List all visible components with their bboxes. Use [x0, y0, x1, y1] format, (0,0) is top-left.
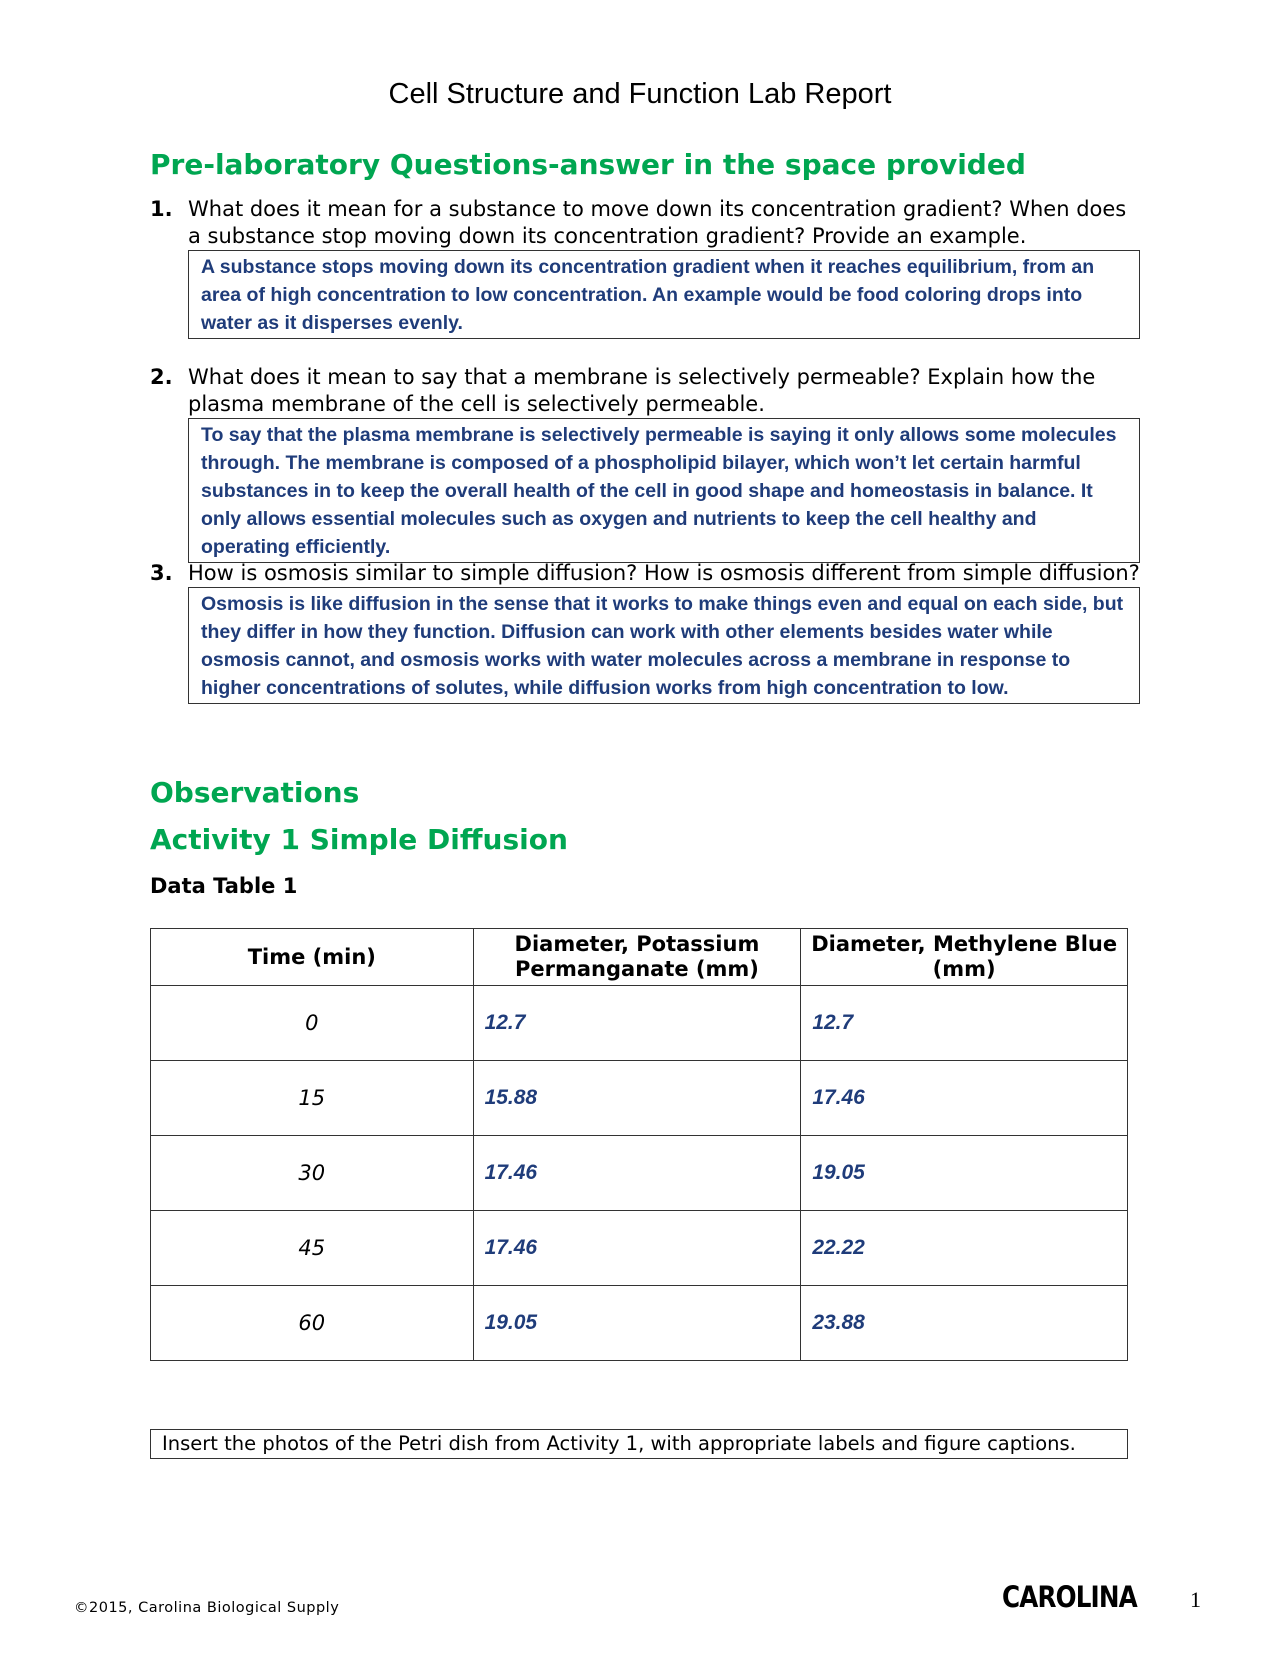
question-text: What does it mean to say that a membrane is selectively permeable? Explain how the plasma membrane of the cell is selectively permeable.: [188, 365, 1096, 416]
page-number: 1: [1190, 1587, 1201, 1612]
potassium-cell[interactable]: 15.88: [473, 1061, 801, 1136]
methylene-cell[interactable]: 23.88: [801, 1286, 1128, 1361]
time-cell: 45: [151, 1211, 474, 1286]
potassium-cell[interactable]: 12.7: [473, 986, 801, 1061]
question-2: [150, 364, 1140, 563]
question-1: [150, 196, 1140, 339]
table-row: [151, 1211, 1128, 1286]
header-methylene-blue: Diameter, Methylene Blue (mm): [801, 929, 1128, 986]
answer-box[interactable]: To say that the plasma membrane is selectively permeable is saying it only allows some molecules through. The membrane is composed of a phospholipid bilayer, which won’t let certain harmful substances in to keep the overall health of the cell in good shape and homeostasis in balance. It only allows essential molecules such as oxygen and nutrients to keep the cell healthy and operating efficiently.: [188, 418, 1140, 563]
observations-heading: Observations: [150, 776, 360, 809]
header-potassium-permanganate: Diameter, Potassium Permanganate (mm): [473, 929, 801, 986]
methylene-cell[interactable]: 22.22: [801, 1211, 1128, 1286]
header-time: Time (min): [151, 929, 474, 986]
table-row: [151, 1061, 1128, 1136]
time-cell: 60: [151, 1286, 474, 1361]
methylene-cell[interactable]: 12.7: [801, 986, 1128, 1061]
time-cell: 15: [151, 1061, 474, 1136]
table-row: [151, 1286, 1128, 1361]
carolina-logo: CAROLINA: [1002, 1580, 1137, 1614]
table-header-row: [151, 929, 1128, 986]
answer-box[interactable]: A substance stops moving down its concentration gradient when it reaches equilibrium, from an area of high concentration to low concentration. An example would be food coloring drops into water as it disperses evenly.: [188, 250, 1140, 339]
question-number: 3.: [150, 561, 173, 585]
time-cell: 0: [151, 986, 474, 1061]
question-text: What does it mean for a substance to move down its concentration gradient? When does a substance stop moving down its concentration gradient? Provide an example.: [188, 197, 1127, 248]
page-title: Cell Structure and Function Lab Report: [388, 78, 892, 110]
footer-copyright: ©2015, Carolina Biological Supply: [74, 1600, 340, 1616]
table-row: [151, 1136, 1128, 1211]
data-table: [150, 928, 1128, 1361]
methylene-cell[interactable]: 17.46: [801, 1061, 1128, 1136]
photo-instruction-box[interactable]: Insert the photos of the Petri dish from Activity 1, with appropriate labels and figure captions.: [150, 1429, 1128, 1459]
potassium-cell[interactable]: 17.46: [473, 1211, 801, 1286]
activity-heading: Activity 1 Simple Diffusion: [150, 823, 568, 856]
answer-box[interactable]: Osmosis is like diffusion in the sense that it works to make things even and equal on each side, but they differ in how they function. Diffusion can work with other elements besides water while osmosis cannot, and osmosis works with water molecules across a membrane in response to higher concentrations of solutes, while diffusion works from high concentration to low.: [188, 587, 1140, 704]
potassium-cell[interactable]: 19.05: [473, 1286, 801, 1361]
methylene-cell[interactable]: 19.05: [801, 1136, 1128, 1211]
prelab-heading: Pre-laboratory Questions-answer in the space provided: [150, 148, 1026, 181]
potassium-cell[interactable]: 17.46: [473, 1136, 801, 1211]
question-number: 2.: [150, 365, 173, 389]
question-3: [150, 560, 1140, 704]
time-cell: 30: [151, 1136, 474, 1211]
table-row: [151, 986, 1128, 1061]
question-text: How is osmosis similar to simple diffusion? How is osmosis different from simple diffusion?: [188, 561, 1140, 585]
table-label: Data Table 1: [150, 874, 298, 898]
question-number: 1.: [150, 197, 173, 221]
